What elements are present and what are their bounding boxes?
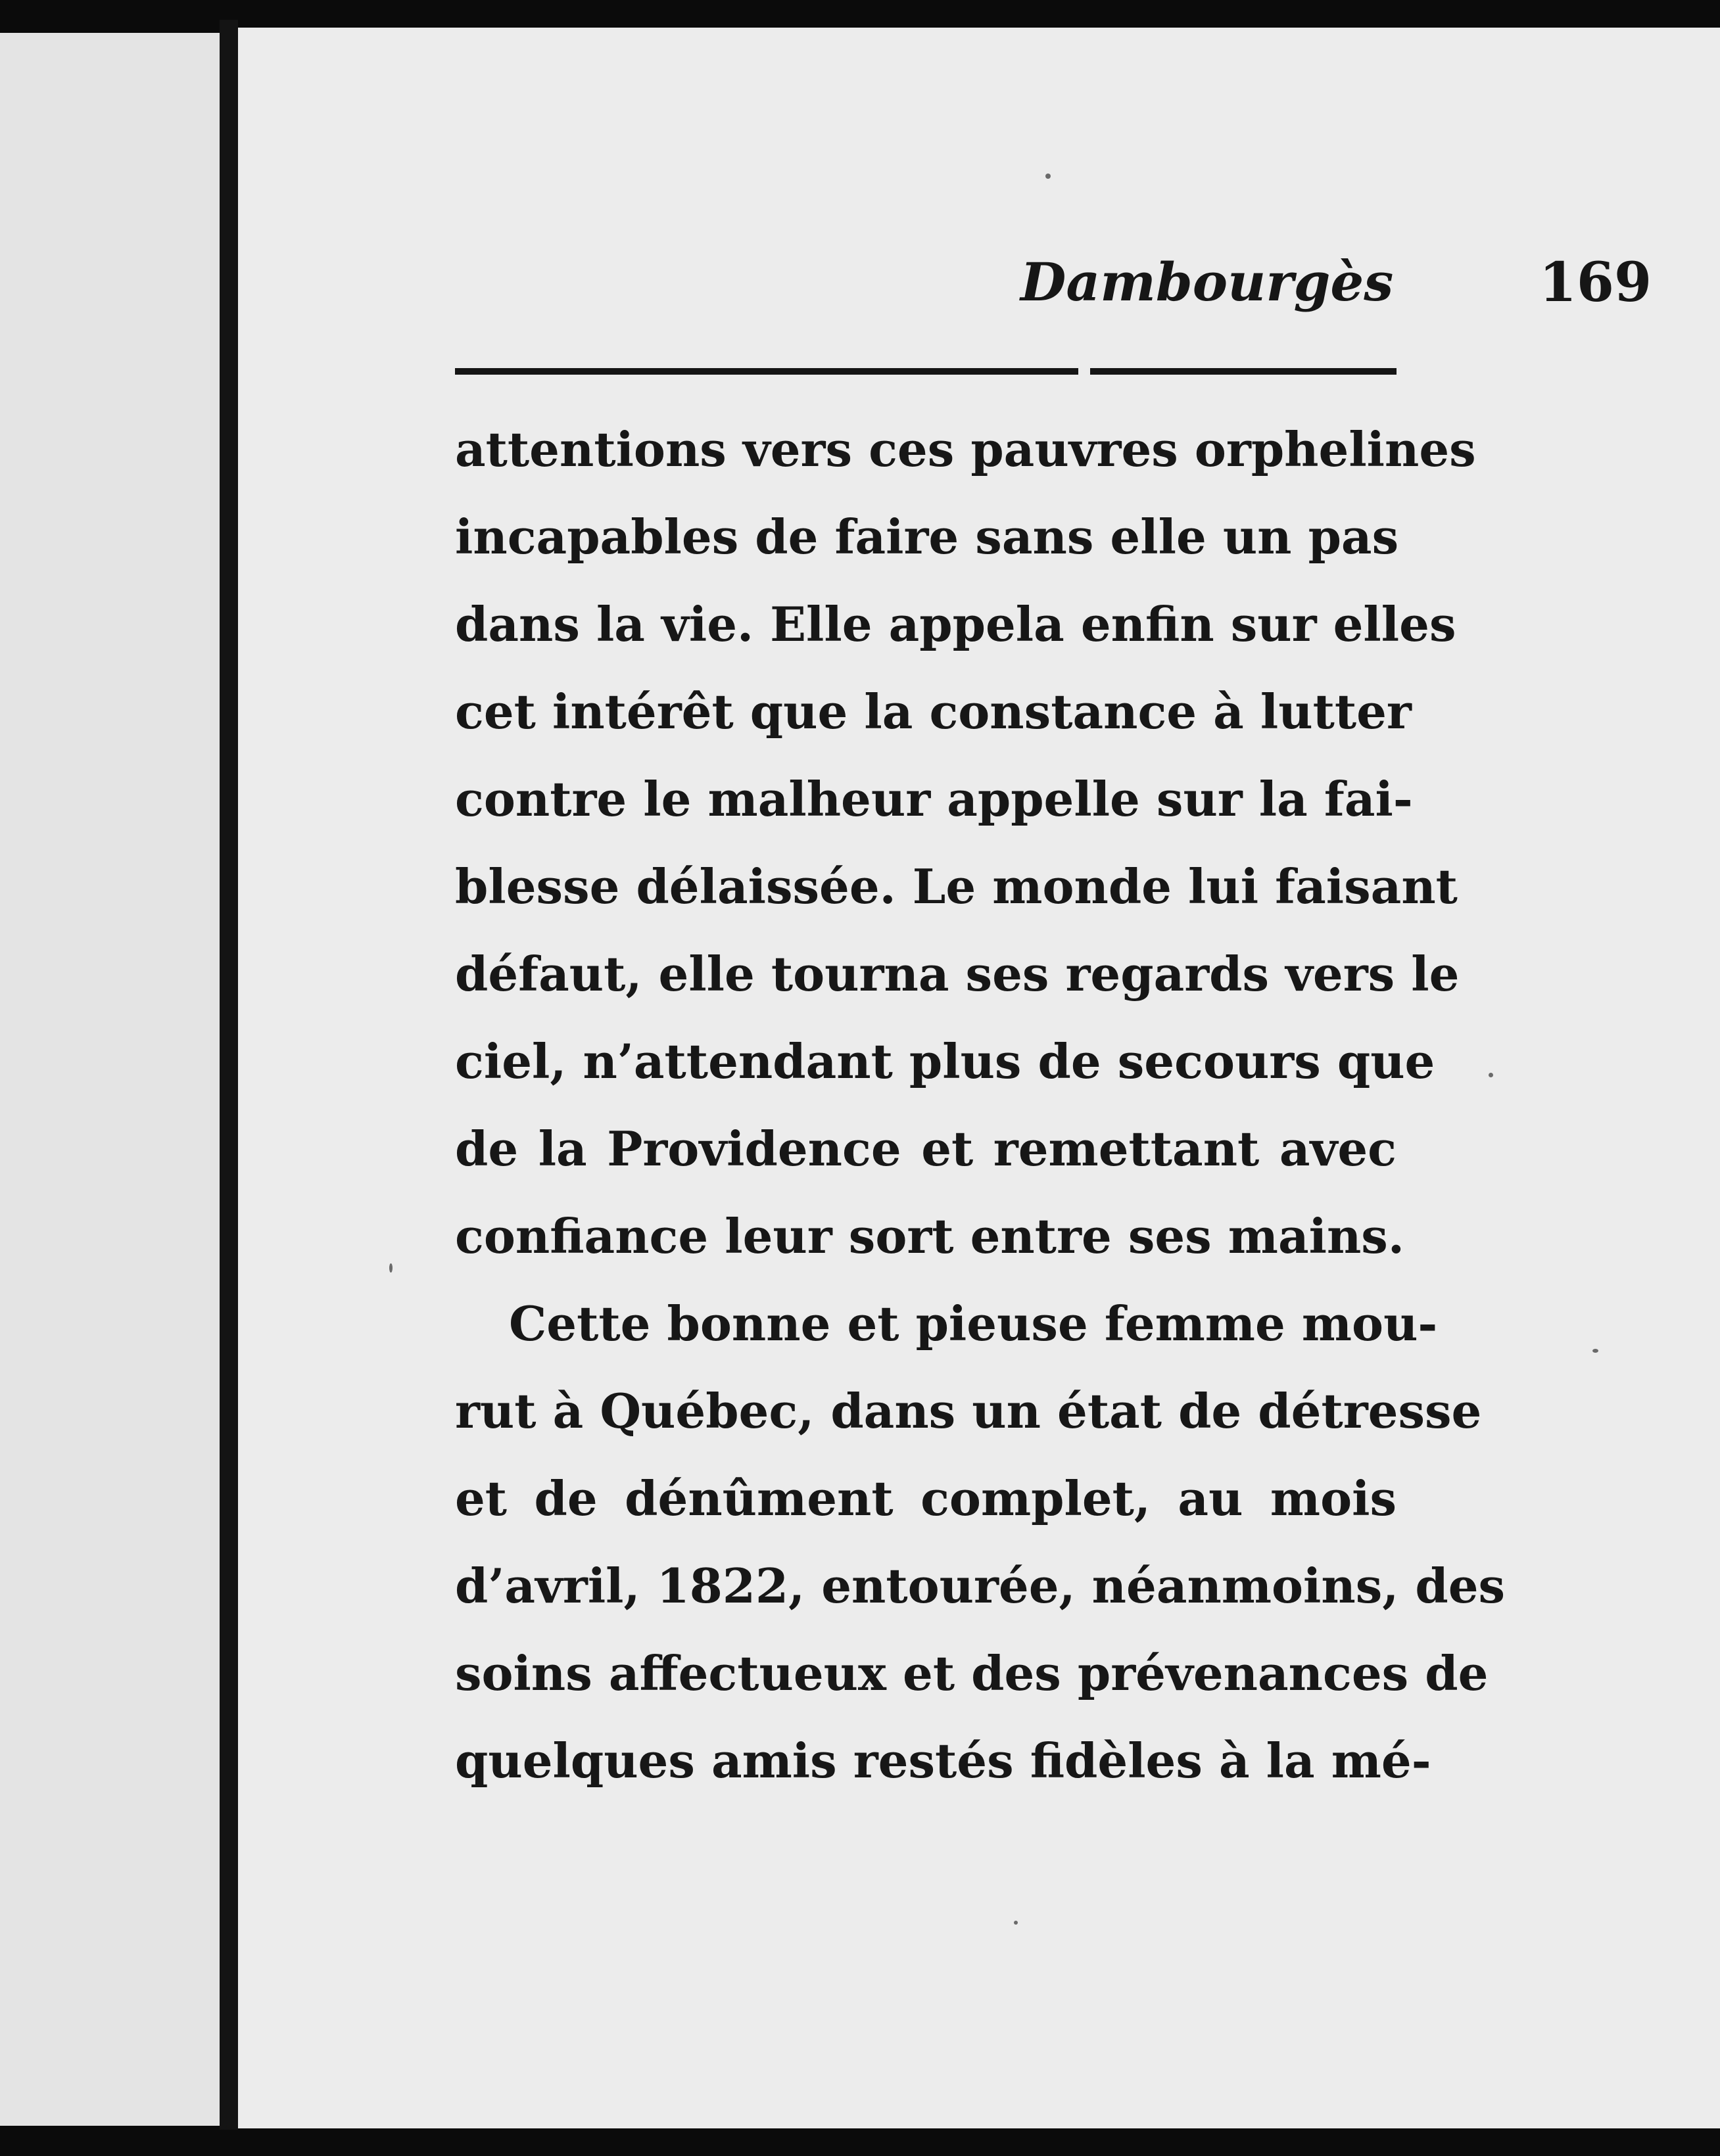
text-line: Cette bonne et pieuse femme mou- [509, 1296, 1438, 1351]
header-rule-left [455, 368, 1078, 375]
paper-speck [1592, 1349, 1598, 1353]
paper-speck [1045, 174, 1051, 179]
page-sheet [238, 28, 1720, 2128]
facing-page-edge [0, 33, 220, 2126]
body-text [455, 406, 1506, 1804]
text-line: attentions vers ces pauvres orphelines [455, 421, 1476, 477]
text-line: contre le malheur appelle sur la fai- [455, 771, 1413, 827]
book-spine-gutter [220, 20, 238, 2130]
text-line: blesse délaissée. Le monde lui faisant [455, 858, 1458, 914]
running-title: Dambourgès [1020, 251, 1394, 313]
text-line: défaut, elle tourna ses regards vers le [455, 946, 1460, 1002]
text-line: de la Providence et remettant avec [455, 1121, 1397, 1177]
paper-speck [1014, 1921, 1018, 1925]
text-line: rut à Québec, dans un état de détresse [455, 1383, 1482, 1439]
text-line: dans la vie. Elle appela enfin sur elles [455, 596, 1456, 652]
text-line: confiance leur sort entre ses mains. [455, 1208, 1404, 1264]
text-line: incapables de faire sans elle un pas [455, 509, 1399, 565]
text-line: cet intérêt que la constance à lutter [455, 684, 1412, 739]
paper-speck [389, 1263, 393, 1273]
header-rule-right [1090, 368, 1397, 375]
text-line: quelques amis restés fidèles à la mé- [455, 1733, 1431, 1789]
paper-speck [1489, 1073, 1493, 1077]
text-line: et de dénûment complet, au mois [455, 1470, 1397, 1526]
page-number: 169 [1539, 251, 1652, 314]
running-head [455, 225, 1652, 343]
text-line: soins affectueux et des prévenances de [455, 1645, 1489, 1701]
text-line: ciel, n’attendant plus de secours que [455, 1033, 1435, 1089]
text-line: d’avril, 1822, entourée, néanmoins, des [455, 1558, 1506, 1614]
